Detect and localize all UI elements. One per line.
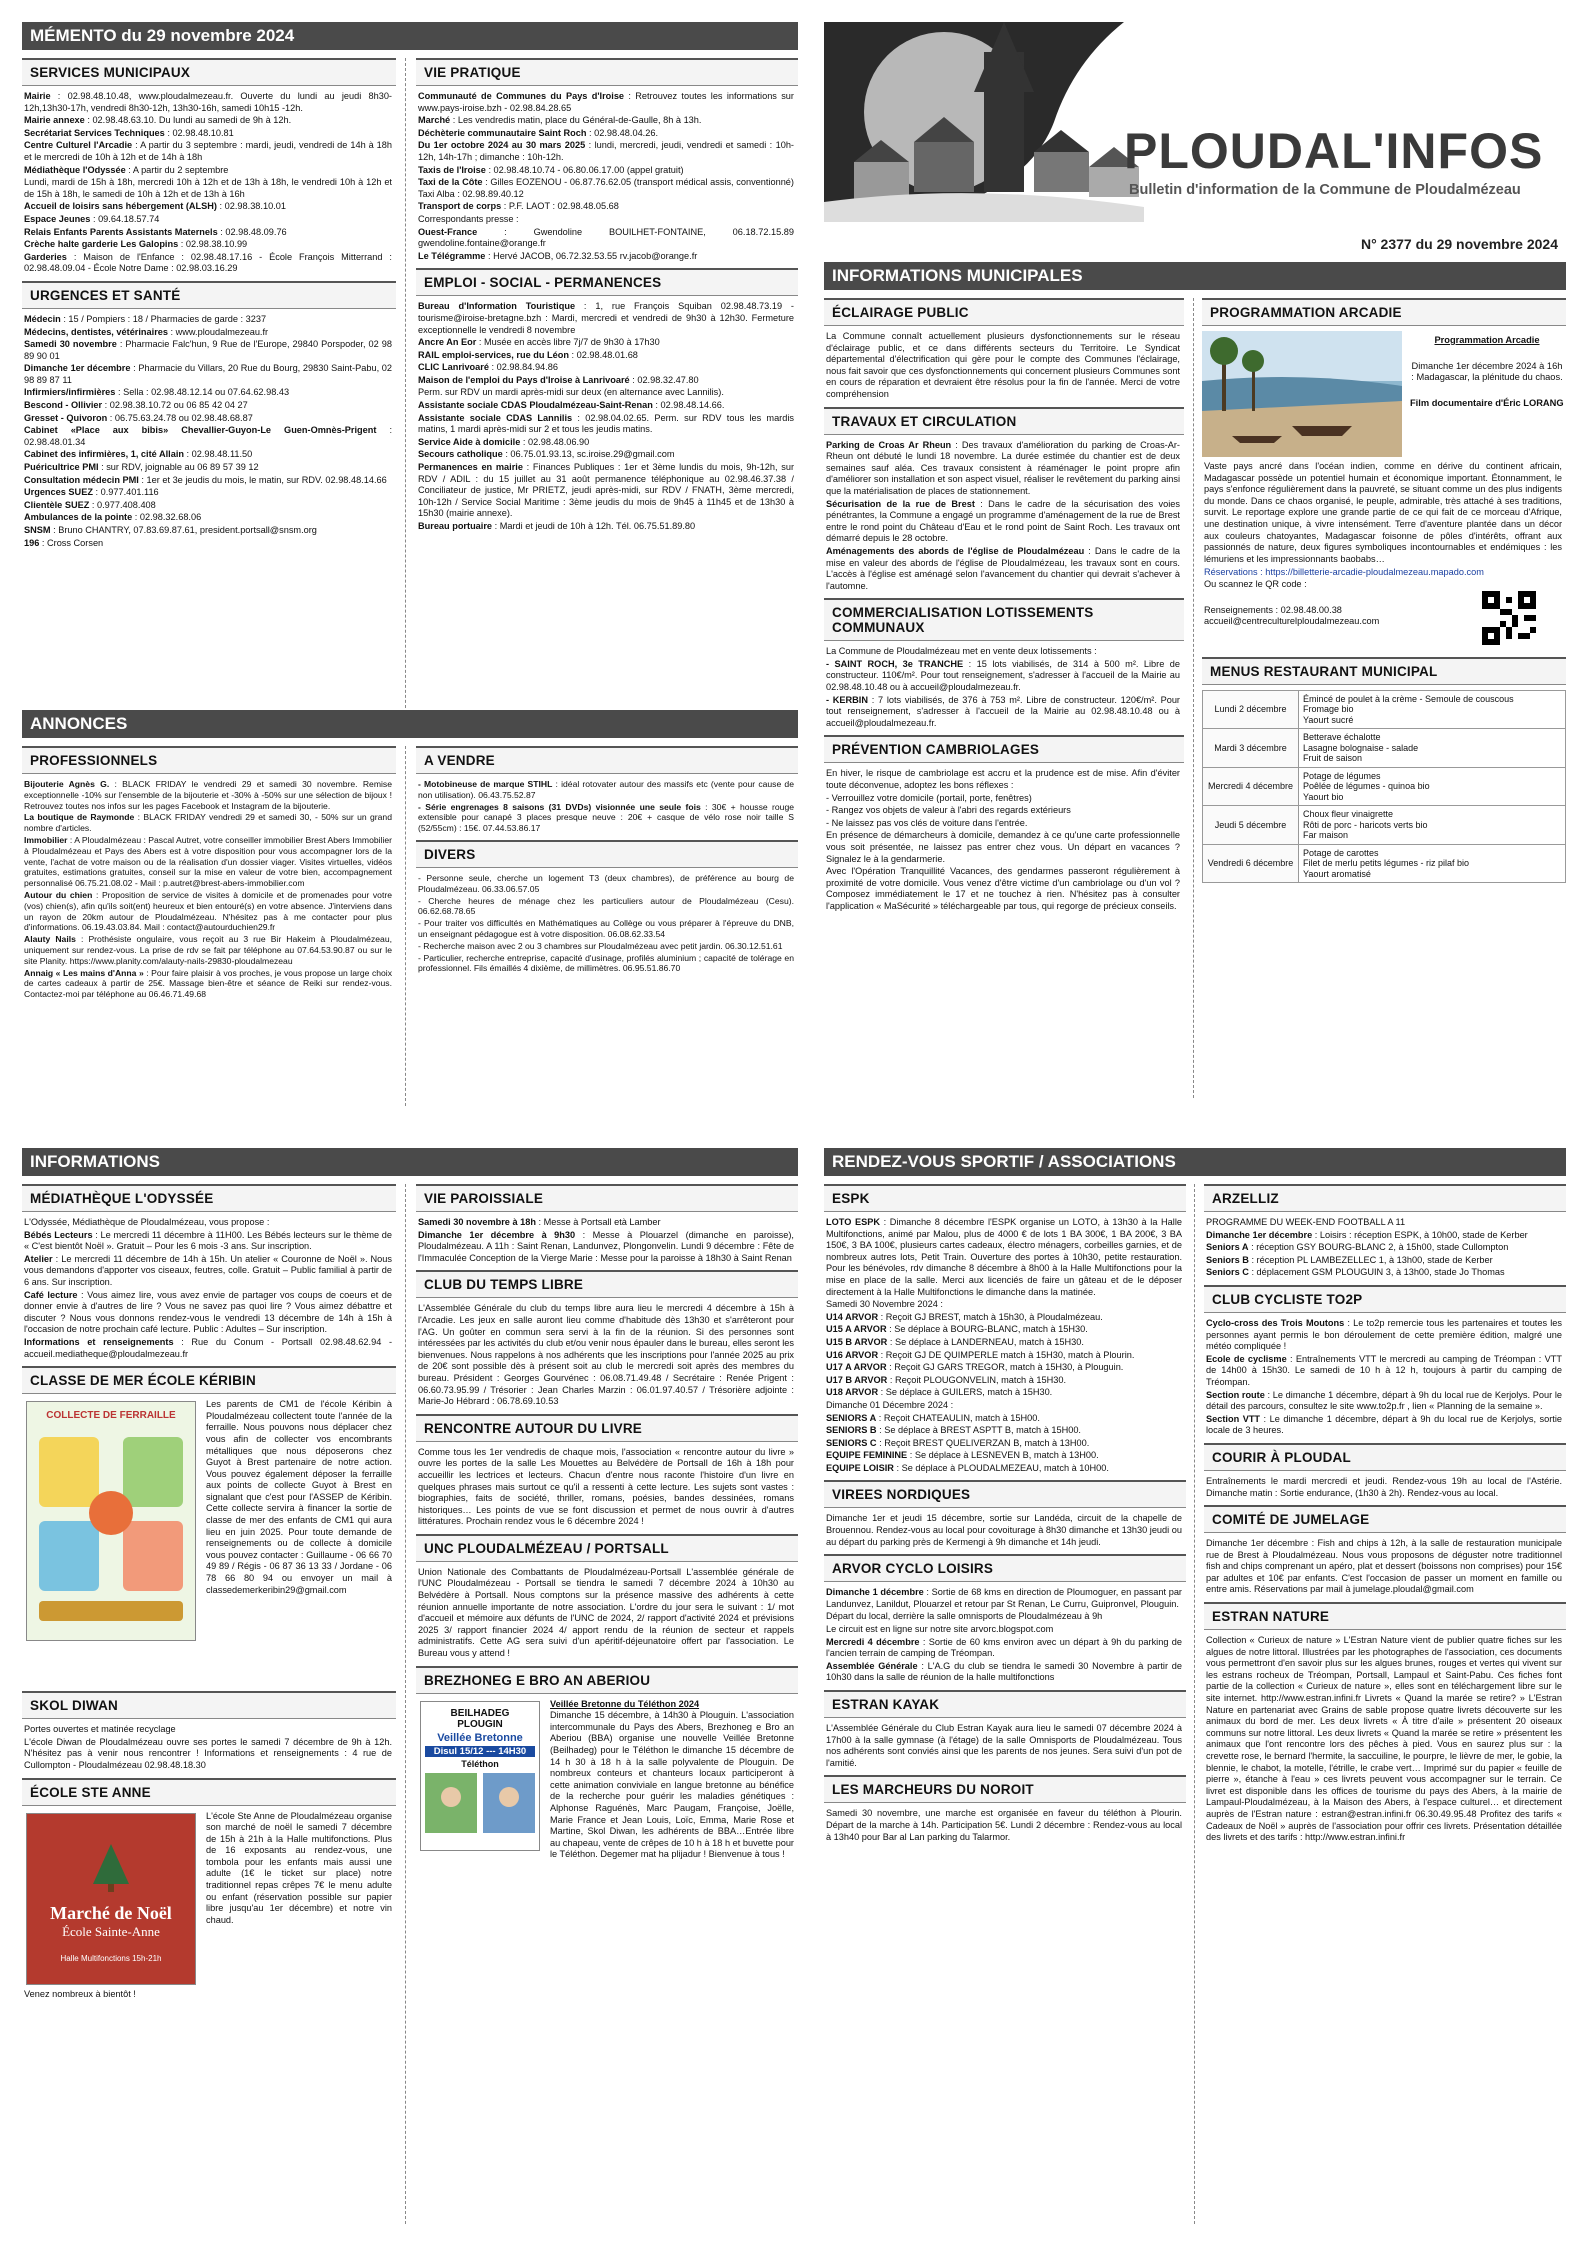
cambriolages-item: - Ne laissez pas vos clés de voiture dans l'entrée. (826, 817, 1028, 828)
emploi-item: Ancre An Eor : Musée en accès libre 7j/7 de 9h30 à 17h30 (418, 337, 660, 348)
marche-noel-poster (26, 1813, 196, 1985)
urgences-item: Médecin : 15 / Pompiers : 18 / Pharmacies de garde : 3237 (24, 313, 267, 324)
virees-text: Dimanche 1er et jeudi 15 décembre, sortie sur Landéda, circuit de la chapelle de Brouennou. Rendez-vous au local pour covoiturage à 8h30 dimanche et 13h30 jeudi ou au départ du parking près de Kermengi à 9h dimanche et 14h jeudi. (826, 1513, 1182, 1547)
cyclo-list (824, 1587, 1186, 1684)
menu-day: Mercredi 4 décembre (1203, 767, 1299, 806)
christmas-tree-icon (91, 1844, 131, 1894)
brezhoneg-text: Dimanche 15 décembre, à 14h30 à Plouguin. L'association intercommunale du Pays des Abers, Brezhoneg e Bro an Aberiou (BBA) organise une nouvelle Veillée Bretonne (Beilhadeg) pour le Téléthon le dimanche 15 décembre de 14 h 30 à 18 h à la salle polyvalente de Plouguin. De nombreux conteurs et chanteurs locaux participeront à cette animation conviviale en langue bretonne au bénéfice de la recherche pour guérir les maladies génétiques : Alphonse Raguénès, Marc Paugam, Françoise, Joëlle, Marie France et Jean Louis, Loïc, Emma, Marie Rose et Martine, Skol Diwan, les adhérents de BBA…Entrée libre au chapeau, vente de crêpes de 10 h à 18 h et buvette pour le Téléthon. Degemer mat ha plijadur ! Bienvenue à tous ! (550, 1710, 794, 1860)
memento-left-col (22, 52, 396, 732)
noroit-title: LES MARCHEURS DU NOROIT (824, 1775, 1186, 1803)
jumelage-text: Dimanche 1er décembre : Fish and chips à 12h, à la salle de restauration municipale rue de Brest à Ploudalmézeau. Nous vous proposons de déguster notre traditionnel fish and chips comprenant un apéro, plat et dessert (boissons non comprises) pour 15€ par adultes et 10€ par enfants. C'est l'occasion de passer un moment en famille ou entre amis. Réservations par mail à jumelage.ploudal@gmail.com (1206, 1538, 1562, 1595)
estran-title: ESTRAN NATURE (1204, 1602, 1566, 1630)
urgences-title: URGENCES ET SANTÉ (22, 281, 396, 309)
travaux-item: Parking de Croas Ar Rheun : Des travaux d'amélioration du parking de Croas-Ar-Rheun ont débuté le lundi 18 novembre. La durée estimée du chantier est de deux semaines sauf aléa. Ces travaux consistent à réaménager le point propre afin d'améliorer son installation et son aspect visuel, réaliser le revêtement du parking ainsi que la matérialisation de places de stationnement. (826, 439, 1180, 496)
veillee-poster-photos (425, 1773, 535, 1833)
emploi-item: Bureau d'Information Touristique : 1, rue François Squiban 02.98.48.73.19 - tourisme@iroise-bretagne.bzh : Mardi, mercredi et vendredi de 9h30 à 12h30. Fermeture exceptionnelle le vendredi 8 novembre (418, 301, 794, 335)
urgences-item: Dimanche 1er décembre : Pharmacie du Villars, 20 Rue du Bourg, 29830 Saint-Pabu, 02 98 89 87 11 (24, 363, 393, 385)
emploi-item: Perm. sur RDV un mardi après-midi sur deux (en alternance avec Lannilis). (418, 387, 724, 398)
cyclo-item: Mercredi 4 décembre : Sortie de 60 kms environ avec un départ à 9h du parking de l'ancien terrain de camping de Tréompan. (826, 1636, 1183, 1659)
espk-item: EQUIPE FEMININE : Se déplace à LESNEVEN B, match à 13H00. (826, 1450, 1099, 1461)
espk-item: LOTO ESPK : Dimanche 8 décembre l'ESPK organise un LOTO, à 13h30 à la Halle Multifonctions, animé par Malou, plus de 4000 € de lots 1 BA 300€, 1 BA 200€, 3 BA 150€, 3 BA 100€, plusieurs cartes cadeaux, électro ménagers, corbeilles garnies, et de nombreux autres lots, Petit Train. Ouverture des portes à 10h30, petite restauration. Pour les bénévoles, rdv dimanche 8 décembre à 8h00 à la Halle Multifonctions pour la mise en place de la salle. Merci aux licenciés de faire un gâteau et de le déposer directement à la Halle Multifonctions le dimanche dans la matinée. (826, 1217, 1182, 1297)
memento-band: MÉMENTO du 29 novembre 2024 (22, 22, 798, 50)
veillee-poster-l4: Disul 15/12 --- 14H30 (425, 1746, 535, 1757)
arcadie-caption-box (1410, 335, 1564, 409)
espk-item: Samedi 30 Novembre 2024 : (826, 1299, 943, 1310)
espk-title: ESPK (824, 1184, 1186, 1212)
emploi-item: Bureau portuaire : Mardi et jeudi de 10h à 12h. Tél. 06.75.51.89.80 (418, 521, 696, 531)
veillee-poster-l3: Veillée Bretonne (437, 1731, 523, 1744)
travaux-item: Aménagements des abords de l'église de Ploudalmézeau : Dans le cadre de la mise en valeur des abords de l'église de Ploudalmézeau, les travaux sont en cours. L'accès à l'église est aménagé selon l'avancement du chantier qui devrait s'achever à l'automne. (826, 545, 1180, 591)
pro-item: La boutique de Raymonde : BLACK FRIDAY vendredi 29 et samedi 30, - 50% sur un grand nombre d'articles. (24, 812, 392, 834)
menu-table (1202, 690, 1566, 884)
menu-day: Lundi 2 décembre (1203, 690, 1299, 729)
memento-divider (405, 58, 406, 728)
cyclo-item: Assemblée Générale : L'A.G du club se tiendra le samedi 30 Novembre à partir de 10h30 dans la salle de réunion de la halle multifonctions (826, 1660, 1182, 1683)
memento-right-col (416, 52, 798, 732)
menus-title: MENUS RESTAURANT MUNICIPAL (1202, 657, 1566, 685)
cambriolages-item: En hiver, le risque de cambriolage est accru et la prudence est de mise. Afin d'éviter toute déconvenue, adoptez les bons réflexes : (826, 768, 1180, 791)
menu-items: Potage de carottes Filet de merlu petits légumes - riz pilaf bio Yaourt aromatisé (1299, 844, 1566, 883)
veillee-poster-l5: Téléthon (461, 1758, 499, 1769)
cyclo-item: Dimanche 1 décembre : Sortie de 68 kms en direction de Ploumoguer, en passant par Landunvez, Lanildut, Plouarzel et retour par St Renan, Le Curru, Guipronvel, Plouguin. (826, 1587, 1182, 1609)
vie-pratique-item: Communauté de Communes du Pays d'Iroise : Retrouvez toutes les informations sur www.pays-iroise.bzh - 02.98.84.28.65 (418, 91, 794, 113)
vie-pratique-item: Taxis de l'Iroise : 02.98.48.10.74 - 06.80.06.17.00 (appel gratuit) (418, 164, 684, 175)
arzelliz-item: PROGRAMME DU WEEK-END FOOTBALL A 11 (1206, 1217, 1406, 1227)
services-item: Centre Culturel l'Arcadie : A partir du 3 septembre : mardi, jeudi, vendredi de 14h à 18h et le mercredi de 10h à 12h et de 14h à 18h (24, 140, 393, 162)
brezhoneg-text-box (548, 1699, 798, 1861)
arzelliz-list (1204, 1217, 1566, 1279)
divers-item: - Recherche maison avec 2 ou 3 chambres sur Ploudalmézeau avec petit jardin. 06.30.12.51.61 (418, 940, 783, 951)
livre-title: RENCONTRE AUTOUR DU LIVRE (416, 1414, 798, 1442)
informations-right-col (416, 1178, 798, 2238)
annonces-divider (405, 746, 406, 1106)
espk-item: SENIORS B : Se déplace à BREST ASPTT B, match à 15H00. (826, 1425, 1081, 1436)
mediatheque-item: Bébés Lecteurs : Le mercredi 11 décembre à 11H00. Les Bébés lecteurs sur le thème de « C'est bientôt Noël ». Gratuit – Pour les 6 mois -3 ans. Sur inscription. (24, 1229, 392, 1252)
emploi-item: RAIL emploi-services, rue du Léon : 02.98.48.01.68 (418, 349, 638, 360)
divers-item: - Particulier, recherche entreprise, capacité d'usinage, profilés aluminium ; capacité de tolérage en professionnel. Fils émaillés 4 dixième, de millimètres. 06.95.51.86.70 (418, 952, 794, 974)
cambriolages-item: - Rangez vos objets de valeur à l'abri des regards extérieurs (826, 805, 1071, 816)
services-item: Mairie annexe : 02.98.48.63.10. Du lundi au samedi de 9h à 12h. (24, 115, 292, 126)
espk-item: U15 A ARVOR : Se déplace à BOURG-BLANC, match à 15H30. (826, 1324, 1088, 1335)
services-item: Relais Enfants Parents Assistants Maternels : 02.98.48.09.76 (24, 226, 287, 237)
mediatheque-list (22, 1217, 396, 1360)
informations-band: INFORMATIONS (22, 1148, 798, 1176)
arcadie-contact (1202, 605, 1452, 628)
arcadie-mail[interactable]: accueil@centreculturelploudalmezeau.com (1204, 616, 1380, 627)
divers-list (416, 873, 798, 974)
ferraille-poster-art (27, 1421, 195, 1631)
urgences-item: Infirmiers/infirmières : Sella : 02.98.48.12.14 ou 07.64.62.98.43 (24, 387, 290, 398)
anne-block (22, 1811, 396, 2001)
vie-pratique-item: Du 1er octobre 2024 au 30 mars 2025 : lundi, mercredi, jeudi, vendredi et samedi : 10h-12h, 14h-17h ; dimanche : 10h-12h. (418, 140, 794, 162)
cambriolages-item: Avec l'Opération Tranquillité Vacances, des gendarmes passeront régulièrement à proximité de votre domicile. Vous venez d'être victime d'un cambriolage ou d'un vol ? Composez immédiatement le 17 et ne touchez à rien. N'hésitez pas à consulter l'application « MaSécurité » téléchargeable par tous, qui regorge de précieux conseils. (826, 866, 1180, 911)
urgences-item: Ambulances de la pointe : 02.98.32.68.06 (24, 512, 202, 523)
eclairage-text: La Commune connaît actuellement plusieurs dysfonctionnements sur le réseau d'éclairage public, et ce dans différents secteurs du Territoire. Le Syndicat départemental d'électrification qui gère pour le compte des Communes l'éclairage, nous fait savoir que ces dysfonctionnements qui concernent plusieurs Communes sont en cours de réparation et devraient être résolus pour la fin de l'année. Merci de votre compréhension (826, 331, 1180, 399)
services-item: Mairie : 02.98.48.10.48, www.ploudalmezeau.fr. Ouverte du lundi au jeudi 8h30-12h,13h30-17h, vendredi 8h30-12h, 13h30-16h, samedi 10h15 -12h. (24, 91, 392, 113)
annonces-band: ANNONCES (22, 710, 798, 738)
vie-pratique-item: Le Télégramme : Hervé JACOB, 06.72.32.53.55 rv.jacob@orange.fr (418, 250, 698, 261)
vie-pratique-item: Déchèterie communautaire Saint Roch : 02.98.48.04.26. (418, 127, 659, 138)
infos-muni-left-col (824, 292, 1184, 1132)
lotissements-item: - KERBIN : 7 lots viabilisés, de 376 à 753 m². Libre de constructeur. 120€/m². Pour tout renseignement, s'adresser à l'accueil de la Mairie au 02.98.48.10.48 ou à accueil@ploudalmezeau.fr. (826, 694, 1180, 728)
informations-left-col (22, 1178, 396, 2238)
eclairage-title: ÉCLAIRAGE PUBLIC (824, 298, 1184, 326)
arcadie-caption: Dimanche 1er décembre 2024 à 16h : Madagascar, la plénitude du chaos. (1411, 360, 1563, 382)
menu-items: Potage de légumes Poêlée de légumes - quinoa bio Yaourt bio (1299, 767, 1566, 806)
services-item: Médiathèque l'Odyssée : A partir du 2 septembre (24, 164, 229, 175)
services-item: Espace Jeunes : 09.64.18.57.74 (24, 213, 160, 224)
cyclo-item: Départ du local, derrière la salle omnisports de Ploudalmézeau à 9h (826, 1611, 1103, 1622)
divers-item: - Personne seule, cherche un logement T3 (deux chambres), de préférence au bourg de Ploudalmézeau. 06.33.06.57.05 (418, 872, 794, 894)
menu-row (1203, 806, 1566, 845)
marche-noel-poster-title: Marché de Noël (50, 1902, 172, 1923)
issue-number: N° 2377 du 29 novembre 2024 (1360, 236, 1558, 252)
vendre-item: - Motobineuse de marque STIHL : idéal rotovater autour des massifs etc (vente pour cause de non utilisation). 06.43.75.52.87 (418, 779, 794, 800)
menu-day: Jeudi 5 décembre (1203, 806, 1299, 845)
vie-pratique-item: Marché : Les vendredis matin, place du Général-de-Gaulle, 8h à 13h. (418, 115, 702, 126)
to2p-item: Ecole de cyclisme : Entraînements VTT le mercredi au camping de Tréompan : VTT de 14h00 à 15h30. Le samedi de 10 h à 12 h, toujours à partir du camping de Tréompan. (1206, 1353, 1563, 1387)
to2p-item: Section VTT : Le dimanche 1 décembre, départ à 9h du local rue de Kerjolys, sortie locale de 3 heures. (1206, 1413, 1562, 1436)
unc-title: UNC PLOUDALMÉZEAU / PORTSALL (416, 1534, 798, 1562)
menu-items: Choux fleur vinaigrette Rôti de porc - haricots verts bio Far maison (1299, 806, 1566, 845)
keribin-title: CLASSE DE MER ÉCOLE KÉRIBIN (22, 1366, 396, 1394)
club-title: CLUB DU TEMPS LIBRE (416, 1270, 798, 1298)
lotissements-list (824, 646, 1184, 729)
brezhoneg-head: Veillée Bretonne du Téléthon 2024 (550, 1698, 700, 1709)
emploi-item: CLIC Lanrivoaré : 02.98.84.94.86 (418, 362, 558, 373)
club-text: L'Assemblée Générale du club du temps libre aura lieu le mercredi 4 décembre à 15h à l'Arcadie. Les jeux en salle auront lieu comme d'habitude dès 13h30 et s'arrêteront pour l'AG. Un goûter en commun sera servi à la fin de la réunion. Si des personnes sont intéressées par les activités du club et/ou venir nous épauler dans le bureau, elles seront les bienvenues. Nous rappelons à nos adhérents que les inscriptions pour l'année 2025 au prix de 20€ sont possible dès à présent soit au club le mercredi soit après des membres du bureau. Président : Georges Gourvénec : 06.08.71.49.48 / Secrétaire : Renée Prigent : 06.60.73.95.99 / Trésorier : Jean Charles Marzin : 06.01.97.40.57 / Trésorière adjointe : Marie-Jo Hébrard : 06.78.69.10.53 (418, 1303, 794, 1407)
sport-right-col (1204, 1178, 1566, 2238)
infos-muni-divider (1193, 298, 1194, 1098)
menu-row (1203, 767, 1566, 806)
urgences-item: Cabinet «Place aux bibis» Chevallier-Guyon-Le Guen-Omnès-Prigent : 02.98.48.01.34 (24, 425, 393, 447)
estran-text: Collection « Curieux de nature » L'Estran Nature vient de publier quatre fiches sur les algues de notre littoral. Illustrées par les photographes de l'association, ces documents vous permettront d'en savoir plus sur les algues brunes, rouges et vertes qui vivent sur les estrans rocheux de Tréompan, Portsall, Lampaul et Saint-Pabu. Ces fiches font partie de la collection « Curieux de nature », elles sont en téléchargement libre sur le site internet. http://www.estran.infini.fr Livrets « Quand la marée se retire? » L'Estran Nature en partenariat avec Grains de sable propose quatre livrets découverte sur les animaux du bord de mer. Les deux livrets « À titre d'aile » présentent 20 oiseaux communs sur notre littoral. Les deux livrets « Quand la marée se retire » présentent les animaux que l'ont rencontre lors des pêches à pied. Vous en saurez plus sur : la crevette rose, le bernard l'hermite, la saccuiline, le pourpre, le lièvre de mer, le gobie, la blennie, le chabot, la motelle, l'étrille, le crabe vert… Imprimé sur du papier « feuille de pierre », étanche à l'eau » ces livrets peuvent vous accompagner sur le terrain. Ce livret est disponible dans les offices de tourisme du pays des Abers, à la mairie de Lampaul-Ploudalmézeau, à la Maison des Abers, à l'espace culturel… et directement auprès de l'Estran nature : estran@estran.infini.fr 06.30.49.95.48 Profitez des tarifs « Cadeaux de Noël » auprès de l'association pour offrir ces livrets. Présentation détaillée des livrets et des tarifs : http://www.estran.infini.fr (1206, 1635, 1562, 1843)
services-item: Crèche halte garderie Les Galopins : 02.98.38.10.99 (24, 239, 248, 250)
lotissements-item: - SAINT ROCH, 3e TRANCHE : 15 lots viabilisés, de 314 à 500 m². Libre de constructeur. 110€/m². Pour tout renseignement, s'adresser à l'accueil de la Mairie au 02.98.48.10.48 ou à accueil@ploudalmezeau.fr. (826, 658, 1180, 693)
header-region (824, 22, 1566, 260)
espk-list (824, 1217, 1186, 1474)
pro-item: Immobilier : A Ploudalmézeau : Pascal Autret, votre conseiller immobilier Brest Abers Immobilier à Ploudalmézeau et Pays des Abers est à votre disposition pour vous accompagner lors de la vente, l'achat de votre maison ou de la réalisation d'un dossier viager. Visites virtuelles, vidéos gratuites, estimations gratuites, conseil sur la mise en valeur de votre bien, accompagnement personnalisé 06.75.21.08.02 - Mail : p.autret@brest-abers-immobilier.com (24, 834, 392, 889)
menu-day: Vendredi 6 décembre (1203, 844, 1299, 883)
veillee-poster-l2: PLOUGIN (457, 1718, 503, 1730)
urgences-item: Cabinet des infirmières, 1, cité Allain : 02.98.48.11.50 (24, 449, 253, 460)
kayak-title: ESTRAN KAYAK (824, 1690, 1186, 1718)
espk-item: Dimanche 01 Décembre 2024 : (826, 1399, 954, 1410)
arzelliz-item: Seniors C : déplacement GSM PLOUGUIN 3, à 13h00, stade Jo Thomas (1206, 1267, 1505, 1278)
cyclo-title: ARVOR CYCLO LOISIRS (824, 1554, 1186, 1582)
espk-item: U14 ARVOR : Reçoit GJ BREST, match à 15h30, à Ploudalmézeau. (826, 1311, 1103, 1322)
cambriolages-title: PRÉVENTION CAMBRIOLAGES (824, 735, 1184, 763)
virees-title: VIREES NORDIQUES (824, 1480, 1186, 1508)
arcadie-text: Vaste pays ancré dans l'océan indien, comme en dérive du continent africain, Madagascar possède un potentiel humain et économique important. Étonnamment, le pays s'enfonce régulièrement dans la pauvreté, se situant comme un des plus indigents du monde. Dans ce chaos organisé, le peuple, admirable, très attaché à ses traditions, survit. Le reportage explore une grande partie de ce qui fait de ce morceau d'Afrique, une destination unique, à vivre intensément. Terre d'aventure plantée dans un décor aux couleurs chatoyantes, Madagascar foisonne de pôles d'intérêts, offrant aux passionnés de nature, deux figures symboliques incontournables et endémiques : les lémuriens et les impressionnants baobabs… (1204, 461, 1562, 564)
kayak-text: L'Assemblée Générale du Club Estran Kayak aura lieu le samedi 07 décembre 2024 à 17h00 à la salle gymnase (à l'étage) de la salle Omnisports de Ploudalmézeau. Tous nos adhérents sont conviés ainsi que les parents de nos jeunes. Sera suivi d'un pot de l'amitié. (826, 1723, 1182, 1768)
diwan-item: Portes ouvertes et matinée recyclage (24, 1724, 176, 1735)
vendre-title: A VENDRE (416, 746, 798, 774)
diwan-title: SKOL DIWAN (22, 1691, 396, 1719)
infos-muni-region (824, 262, 1566, 1132)
arzelliz-item: Seniors B : réception PL LAMBEZELLEC 1, à 13h00, stade de Kerber (1206, 1254, 1493, 1265)
sport-band: RENDEZ-VOUS SPORTIF / ASSOCIATIONS (824, 1148, 1566, 1176)
infos-muni-right-col (1202, 292, 1566, 1132)
arcadie-reservation-link[interactable]: Réservations : https://billetterie-arcadie-ploudalmezeau.mapado.com (1204, 567, 1484, 578)
emploi-title: EMPLOI - SOCIAL - PERMANENCES (416, 268, 798, 296)
vendre-item: - Série engrenages 8 saisons (31 DVDs) visionnée une seule fois : 30€ + housse rouge extensible pour canapé 3 places presque neuve : 20€ + casque de vélo rose noir taille S (52/55cm) : 15€. 07.44.53.86.17 (418, 801, 795, 834)
cambriolages-list (824, 768, 1184, 912)
arcadie-film: Film documentaire d'Éric LORANG (1410, 397, 1564, 408)
urgences-item: Gresset - Quivoron : 06.75.63.24.78 ou 02.98.48.68.87 (24, 412, 253, 423)
espk-item: EQUIPE LOISIR : Se déplace à PLOUDALMEZEAU, match à 10H00. (826, 1462, 1109, 1473)
mediatheque-item: Atelier : Le mercredi 11 décembre de 14h à 15h. Un atelier « Couronne de Noël ». Nous vous demandons d'apporter vos ciseaux, feutres, colle. Gratuit – Public familial à partir de 6 ans. Sur inscription. (24, 1253, 392, 1287)
marche-noel-poster-foot: Halle Multifonctions 15h-21h (60, 1953, 162, 1963)
lotissements-item: La Commune de Ploudalmézeau met en vente deux lotissements : (826, 646, 1097, 657)
ferraille-poster (26, 1401, 196, 1641)
arzelliz-item: Dimanche 1er décembre : Loisirs : réception ESPK, à 10h00, stade de Kerber (1206, 1229, 1528, 1240)
annonces-right-col (416, 740, 798, 1110)
header-subtitle: Bulletin d'information de la Commune de Ploudalmézeau (1129, 182, 1521, 198)
arcadie-title: PROGRAMMATION ARCADIE (1202, 298, 1566, 326)
menu-items: Betterave échalotte Lasagne bolognaise - salade Fruit de saison (1299, 729, 1566, 768)
paroisse-item: Dimanche 1er décembre à 9h30 : Messe à Plouarzel (dimanche en paroisse), Ploudalmézeau. A 11h : Saint Renan, Landunvez, Plongonvelin. Lundi 9 décembre : Fête de l'Immaculée Conception de la Vierge Marie : Messe pour la paroisse à 18h30 à Saint Renan (418, 1229, 794, 1263)
espk-item: U16 ARVOR : Reçoit GJ DE QUIMPERLE match à 15H30, match à Plourin. (826, 1349, 1135, 1360)
mediatheque-item: L'Odyssée, Médiathèque de Ploudalmézeau, vous propose : (24, 1217, 270, 1227)
vie-pratique-title: VIE PRATIQUE (416, 58, 798, 86)
courir-text: Entraînements le mardi mercredi et jeudi. Rendez-vous 19h au local de l'Astérie. Dimanche matin : Sortie endurance, (1h30 à 2h). Rendez-vous au local. (1206, 1475, 1562, 1498)
sport-left-col (824, 1178, 1186, 2238)
to2p-title: CLUB CYCLISTE TO2P (1204, 1285, 1566, 1313)
services-item: Garderies : Maison de l'Enfance : 02.98.48.17.16 - École François Mitterrand : 02.98.48.09.04 - École Notre Dame : 02.98.03.16.29 (24, 251, 392, 274)
infos-muni-band: INFORMATIONS MUNICIPALES (824, 262, 1566, 290)
brezhoneg-title: BREZHONEG E BRO AN ABERIOU (416, 1666, 798, 1694)
marche-noel-poster-sub: École Sainte-Anne (62, 1923, 160, 1939)
menu-row (1203, 844, 1566, 883)
divers-item: - Cherche heures de ménage chez les particuliers autour de Ploudalmézeau (Cesu). 06.62.68.78.65 (418, 895, 794, 917)
pro-item: Annaig « Les mains d'Anna » : Pour faire plaisir à vos proches, je vous propose un large choix de cartes cadeaux à partir de 25€. Massage bien-être et séance de Reiki sur rendez-vous. Contactez-moi par téléphone au 06.46.71.49.68 (24, 967, 393, 1000)
arcadie-qr-text: Ou scannez le QR code : (1204, 578, 1307, 589)
espk-item: U15 B ARVOR : Se déplace à LANDERNEAU, match à 15H30. (826, 1336, 1084, 1347)
jumelage-title: COMITÉ DE JUMELAGE (1204, 1505, 1566, 1533)
espk-item: U17 A ARVOR : Reçoit GJ GARS TREGOR, match à 15H30, à Plouguin. (826, 1362, 1124, 1373)
vie-pratique-item: Correspondants presse : (418, 213, 519, 224)
emploi-item: Service Aide à domicile : 02.98.48.06.90 (418, 436, 590, 447)
urgences-item: Médecins, dentistes, vétérinaires : www.ploudalmezeau.fr (24, 326, 269, 337)
to2p-list (1204, 1318, 1566, 1437)
anne-title: ÉCOLE STE ANNE (22, 1778, 396, 1806)
menu-items: Émincé de poulet à la crème - Semoule de couscous Fromage bio Yaourt sucré (1299, 690, 1566, 729)
anne-end: Venez nombreux à bientôt ! (24, 1988, 136, 1999)
menu-day: Mardi 3 décembre (1203, 729, 1299, 768)
emploi-item: Maison de l'emploi du Pays d'Iroise à Lanrivoaré : 02.98.32.47.80 (418, 374, 699, 385)
unc-text: Union Nationale des Combattants de Ploudalmézeau-Portsall L'assemblée générale de l'UNC Ploudalmézeau - Portsall se tiendra le samedi 7 décembre 2024 à 10h30 au Belvédère à Portsall. Nous comptons sur la présence massive des adhérents à cette réunion annuelle importante de notre association. L'ordre du jour sera le suivant : 1/ mot d'accueil et mémoire aux défunts de l'UNC de 2024, 2/ rapport d'activité 2024 et prévisions 2025 3/ rapport financier 2024 4/ apport rendu de la réunion de secteur et rappels administratifs. Cette AG sera suivi d'un apéritif-déjeunatoire offert par l'association. Le Bureau vous y attend ! (418, 1566, 794, 1659)
vie-pratique-item: Transport de corps : P.F. LAOT : 02.98.48.05.68 (418, 201, 619, 212)
lotissements-title: COMMERCIALISATION LOTISSEMENTS COMMUNAUX (824, 598, 1184, 641)
arcadie-header (1202, 331, 1566, 461)
noroit-text: Samedi 30 novembre, une marche est organisée en faveur du téléthon à Plourin. Départ de la marche à 14h. Participation 5€. Lundi 2 décembre : Rendez-vous au local à 13h40 pour Bar al Lan parking du Talarmor. (826, 1808, 1182, 1842)
services-list (22, 91, 396, 275)
vendre-list (416, 779, 798, 834)
espk-item: U17 B ARVOR : Reçoit PLOUGONVELIN, match à 15H30. (826, 1374, 1066, 1385)
travaux-list (824, 440, 1184, 593)
ferraille-poster-title: COLLECTE DE FERRAILLE (46, 1410, 176, 1422)
annonces-left-col (22, 740, 396, 1110)
paroisse-list (416, 1217, 798, 1264)
divers-item: - Pour traiter vos difficultés en Mathématiques au Collège ou vous préparer à l'épreuve du DNB, un enseignant pédagogue est à votre disposition. 06.08.62.33.54 (418, 918, 794, 939)
urgences-item: Bescond - Ollivier : 02.98.38.10.72 ou 06 85 42 04 27 (24, 400, 248, 411)
emploi-item: Permanences en mairie : Finances Publiques : 1er et 3ème lundis du mois, 9h-12h, sur RDV / ADIL : du 15 juillet au 31 août permanence téléphonique au 02.98.46.37.38 / Conciliateur de justice, Mr PRIETZ, jeudi après-midi, sur RDV / FNATH, 3ème mercredi, 10h-12h / Service Social Maritime : 3ème jeudis du mois de 9h45 à 11h45 et de 13h30 à 15h30 (mairie annexe). (418, 462, 795, 519)
brezhoneg-block (416, 1699, 798, 1939)
services-item: Lundi, mardi de 15h à 18h, mercredi 10h à 12h et de 13h à 18h, le vendredi 10h à 12h et de 15h à 18h, le samedi de 10h à 12h et de 13h à 16h (24, 177, 392, 199)
diwan-item: L'école Diwan de Ploudalmézeau ouvre ses portes le samedi 7 décembre de 9h à 12h. N'hésitez pas à venir nous rencontrer ! Informations et renseignements : 4 rue de Cullompton - Ploudalmézeau 02.98.48.18.30 (24, 1736, 392, 1770)
veillee-poster-l1: BEILHADEG (450, 1707, 510, 1719)
sport-divider (1194, 1184, 1195, 2224)
urgences-item: Urgences SUEZ : 0.977.401.116 (24, 487, 159, 498)
pro-list (22, 779, 396, 1000)
memento-region (22, 22, 798, 732)
emploi-list (416, 301, 798, 532)
keribin-text: Les parents de CM1 de l'école Kéribin à Ploudalmézeau collectent toute l'année de la ferraille. Nous pouvons nous déplacer chez vous afin de collecter vos encombrants métalliques que nous déposerons chez Guyot à Brest partenaire de notre action. Vous pouvez également déposer la ferraille aux points de collecte Guyot à Brest en signalant que c'est pour l'ASSEP de Kéribin. Cette collecte servira à financer la sortie de classe de mer des enfants de CM1 qui aura lieu en juin 2025. Pour toute demande de renseignements ou de collecte à domicile vous pouvez contacter : Guillaume - 06 66 70 49 89 / Régis - 06 87 36 13 33 / Jordane - 06 78 66 80 94 ou envoyer un mail à classedemerkeribin29@gmail.com (206, 1399, 392, 1595)
travaux-item: Sécurisation de la rue de Brest : Dans le cadre de la sécurisation des voies pénétrantes, la Commune a engagé un programme d'aménagement de la rue de Brest entre le rond point du Château d'Eau et le rond point de Saint Roch. Les travaux ont démarré depuis le 28 octobre. (826, 498, 1180, 544)
urgences-item: Samedi 30 novembre : Pharmacie Falc'hun, 9 Rue de l'Europe, 29840 Porspoder, 02 98 89 90 01 (24, 339, 392, 361)
travaux-title: TRAVAUX ET CIRCULATION (824, 407, 1184, 435)
arzelliz-item: Seniors A : réception GSY BOURG-BLANC 2, à 15h00, stade Cullompton (1206, 1242, 1509, 1253)
livre-text: Comme tous les 1er vendredis de chaque mois, l'association « rencontre autour du livre » ouvre les portes de la salle Les Mouettes au Belvédère de Portsall de 16h à 18h pour accueillir les lectrices et lecteurs. Chacun d'entre nous raconte l'histoire d'un livre en quelques phrases mais surtout ce qu'il a ressenti à cette lecture. Les sujets sont vastes : biographies, faits de société, thriller, romans, poésies, bandes dessinées, romans historiques… Les points de vue se font discussion et permet de nous ouvrir à d'autres littératures. Prochain rendez vous le 6 décembre 2024 ! (418, 1446, 794, 1527)
informations-region (22, 1148, 798, 2238)
to2p-item: Cyclo-cross des Trois Moutons : Le to2p remercie tous les partenaires et toutes les personnes ayant permis le bon déroulement de cette première édition, malgré une météo compliquée ! (1206, 1317, 1562, 1352)
services-title: SERVICES MUNICIPAUX (22, 58, 396, 86)
arcadie-footer (1202, 591, 1566, 651)
urgences-list (22, 314, 396, 549)
cambriolages-item: - Verrouillez votre domicile (portail, porte, fenêtres) (826, 792, 1032, 803)
anne-text: L'école Ste Anne de Ploudalmézeau organise son marché de noël le samedi 7 décembre de 15h à 21h à la Halle multifonctions. Plus de 16 exposants au rendez-vous, une tombola pour les enfants mais aussi une adulte (1€ le ticket sur place) notre traditionnel repas crêpes 7€ le menu adulte ou enfant (réservation possible sur papier libre jusqu'au 1er décembre) et notre vin chaud. (206, 1810, 392, 1925)
logo-text: PLOUDAL'INFOS (1124, 123, 1544, 179)
emploi-item: Secours catholique : 06.75.01.93.13, sc.iroise.29@gmail.com (418, 449, 675, 460)
vie-pratique-list (416, 91, 798, 262)
urgences-item: Clientèle SUEZ : 0.977.408.408 (24, 499, 156, 510)
menu-row (1203, 690, 1566, 729)
sport-region (824, 1148, 1566, 2238)
mediatheque-title: MÉDIATHÈQUE L'ODYSSÉE (22, 1184, 396, 1212)
menu-row (1203, 729, 1566, 768)
paroisse-item: Samedi 30 novembre à 18h : Messe à Portsall età Lamber (418, 1217, 661, 1227)
pro-item: Alauty Nails : Prothésiste ongulaire, vous reçoit au 3 rue Bir Hakeim à Ploudalmézeau, uniquement sur rendez-vous. La prise de rdv se fait par téléphone au 07.64.53.90.87 ou sur le site Planity. https://www.planity.com/alauty-nails-29830-ploudalmezeau (24, 934, 392, 966)
mediatheque-item: Café lecture : Vous aimez lire, vous avez envie de partager vos coups de coeurs et de donner envie à d'autres de lire ? Vous ne savez pas quoi lire ? Vous aimez débattre et discuter ? Nous vous donnons rendez-vous le vendredi 13 décembre de 14h à 15h à l'occasion de notre prochain café lecture. Public : Adultes – Sur inscription. (24, 1289, 392, 1335)
arzelliz-title: ARZELLIZ (1204, 1184, 1566, 1212)
annonces-region (22, 710, 798, 1110)
urgences-item: SNSM : Bruno CHANTRY, 07.83.69.87.61, president.portsall@snsm.org (24, 525, 317, 535)
madagascar-photo (1202, 331, 1402, 457)
services-item: Accueil de loisirs sans hébergement (ALSH) : 02.98.38.10.01 (24, 201, 286, 212)
cambriolages-item: En présence de démarcheurs à domicile, demandez à ce qu'une carte professionnelle vous soit présentée, ne laissez pas entrer chez vous. Un départ en vacances ? Signalez le à la gendarmerie. (826, 830, 1180, 864)
to2p-item: Section route : Le dimanche 1 décembre, départ à 9h du local rue de Kerjolys. Pour le détail des parcours, consultez le site www.to2p.fr , lien « Planning de la semaine ». (1206, 1389, 1562, 1412)
urgences-item: 196 : Cross Corsen (24, 537, 104, 548)
qr-code-icon[interactable] (1482, 591, 1536, 645)
cyclo-item: Le circuit est en ligne sur notre site arvorc.blogspot.com (826, 1624, 1054, 1635)
divers-title: DIVERS (416, 840, 798, 868)
emploi-item: Assistante sociale CDAS Ploudalmézeau-Saint-Renan : 02.98.48.14.66. (418, 400, 725, 411)
urgences-item: Consultation médecin PMI : 1er et 3e jeudis du mois, le matin, sur RDV. 02.98.48.14.66 (24, 474, 387, 485)
pro-item: Bijouterie Agnès G. : BLACK FRIDAY le vendredi 29 et samedi 30 novembre. Remise exceptionnelle -10% sur l'ensemble de la bijouterie et -30% à -50% sur une sélection de bijoux ! Retrouvez toutes nos infos sur les pages Facebook et Instagram de la bijouterie. (24, 779, 392, 811)
diwan-list (22, 1724, 396, 1771)
pro-item: Autour du chien : Proposition de service de visites à domicile et de promenades pour votre (vos) chien(s), afin qu'ils soit(ent) heureux et bien entouré(s) en votre absence. J'interviens dans un rayon de 20km autour de Ploudalmézeau. N'hésitez pas à me contacter pour plus d'informations. 06.19.43.03.84. Mail : contact@autourduchien29.fr (24, 889, 392, 933)
arcadie-caption-title: Programmation Arcadie (1434, 335, 1540, 345)
pro-title: PROFESSIONNELS (22, 746, 396, 774)
urgences-item: Puéricultrice PMI : sur RDV, joignable au 06 89 57 39 12 (24, 462, 259, 473)
vie-pratique-item: Ouest-France : Gwendoline BOUILHET-FONTAINE, 06.18.72.15.89 gwendoline.fontaine@orange.fr (418, 226, 794, 249)
services-item: Secrétariat Services Techniques : 02.98.48.10.81 (24, 127, 234, 138)
emploi-item: Assistante sociale CDAS Lannilis : 02.98.04.02.65. Perm. sur RDV tous les mardis matins, 1 mardi après-midi sur 2 et tous les jeudis matins. (418, 412, 794, 435)
courir-title: COURIR À PLOUDAL (1204, 1443, 1566, 1471)
veillee-poster (420, 1701, 540, 1851)
mediatheque-item: Informations et renseignements : Rue du Conum - Portsall 02.98.48.62.94 - accueil.mediatheque@ploudalmezeau.fr (24, 1336, 393, 1359)
keribin-block (22, 1399, 396, 1685)
informations-divider (405, 1184, 406, 2224)
vie-pratique-item: Taxi de la Côte : Gilles EOZENOU - 06.87.76.62.05 (transport médical assis, conventionné) Taxi Alba : 02.98.89.40.12 (418, 177, 794, 199)
arcadie-rens: Renseignements : 02.98.48.00.38 (1204, 604, 1342, 615)
espk-item: SENIORS C : Reçoit BREST QUELIVERZAN B, match à 13H00. (826, 1437, 1090, 1448)
paroisse-title: VIE PAROISSIALE (416, 1184, 798, 1212)
espk-item: U18 ARVOR : Se déplace à GUILERS, match à 15H30. (826, 1387, 1053, 1398)
espk-item: SENIORS A : Reçoit CHATEAULIN, match à 15H00. (826, 1412, 1040, 1423)
